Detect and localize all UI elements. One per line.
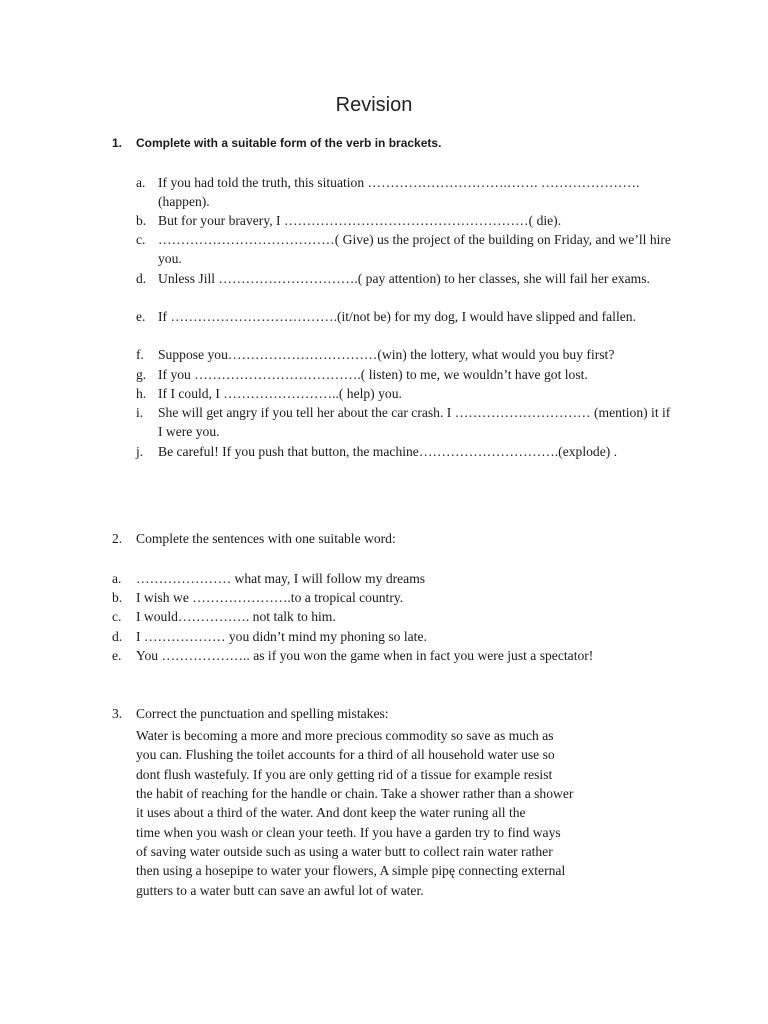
exercise-item: [136, 230, 676, 269]
exercise-item: [112, 607, 672, 626]
item-text: If you ……………………………….( listen) to me, we wouldn’t have got lost.: [158, 367, 588, 382]
exercise-item: [136, 384, 676, 403]
item-text: She will get angry if you tell her about the car crash. I ………………………… (mention) it if I were you.: [158, 405, 671, 440]
item-label: b.: [136, 213, 147, 228]
exercise-item: [136, 365, 676, 384]
item-label: f.: [136, 347, 144, 362]
paragraph-line: Water is becoming a more and more precious commodity so save as much as: [136, 728, 554, 743]
exercise-item: [136, 211, 676, 230]
paragraph-line: it uses about a third of the water. And dont keep the water runing all the: [136, 805, 526, 821]
exercise-item: [112, 569, 672, 588]
item-text: ………………… what may, I will follow my dreams: [136, 571, 426, 586]
item-label: g.: [136, 367, 147, 382]
exercise-item: [112, 627, 672, 646]
section-number: 1.: [112, 136, 123, 150]
item-label: d.: [136, 271, 147, 286]
exercise-item: [136, 442, 676, 461]
paragraph-line: you can. Flushing the toilet accounts for a third of all household water use so: [136, 747, 555, 763]
item-label: e.: [136, 309, 146, 324]
item-label: e.: [112, 648, 122, 663]
exercise-item: [136, 307, 676, 326]
item-label: d.: [112, 629, 123, 644]
section-3-heading: [112, 706, 389, 722]
section-instruction: Complete with a suitable form of the verb in brackets.: [136, 136, 442, 150]
item-text: Suppose you……………………………(win) the lottery, what would you buy first?: [158, 347, 615, 362]
exercise-item: [136, 345, 676, 364]
section-number: 2.: [112, 531, 123, 546]
exercise-item: [136, 269, 676, 288]
paragraph-line: of saving water outside such as using a water butt to collect rain water rather: [136, 844, 553, 860]
item-label: i.: [136, 405, 144, 420]
item-text: I would……………. not talk to him.: [136, 609, 336, 624]
correction-paragraph: [136, 726, 636, 900]
item-text: Be careful! If you push that button, the machine………………………….(explode) .: [158, 444, 618, 459]
item-text: If you had told the truth, this situation ………………………….……. ………………….(happen).: [158, 175, 640, 210]
item-label: a.: [112, 571, 122, 586]
item-text: …………………………………( Give) us the project of the building on Friday, and we’ll hire you.: [158, 232, 671, 267]
exercise-item: [112, 588, 672, 607]
item-text: You ……………….. as if you won the game when in fact you were just a spectator!: [136, 648, 594, 663]
item-label: b.: [112, 590, 123, 605]
item-text: But for your bravery, I ………………………………………………( die).: [158, 213, 562, 228]
paragraph-line: the habit of reaching for the handle or chain. Take a shower rather than a shower: [136, 786, 574, 802]
item-text: I wish we ………………….to a tropical country.: [136, 590, 404, 605]
paragraph-line: then using a hosepipe to water your flowers, A simple pipę connecting external: [136, 863, 566, 879]
exercise-item: [136, 403, 676, 442]
paragraph-line: time when you wash or clean your teeth. If you have a garden try to find ways: [136, 824, 561, 840]
item-text: Unless Jill ………………………….( pay attention) to her classes, she will fail her exams.: [158, 271, 650, 286]
section-instruction: Complete the sentences with one suitable word:: [136, 531, 396, 546]
item-label: a.: [136, 175, 146, 190]
exercise-item: [136, 173, 676, 212]
section-2-heading: [112, 531, 396, 547]
item-label: h.: [136, 386, 147, 401]
page-title: Revision: [335, 94, 413, 116]
paragraph-line: dont flush wastefuly. If you are only getting rid of a tissue for example resist: [136, 766, 553, 782]
item-label: j.: [136, 444, 144, 459]
item-text: If ……………………………….(it/not be) for my dog, I would have slipped and fallen.: [158, 309, 636, 324]
item-text: I ……………… you didn’t mind my phoning so late.: [136, 629, 427, 644]
paragraph-line: gutters to a water butt can save an awful lot of water.: [136, 882, 424, 898]
item-text: If I could, I ……………………..( help) you.: [158, 386, 402, 401]
section-number: 3.: [112, 706, 123, 721]
section-instruction: Correct the punctuation and spelling mistakes:: [136, 706, 389, 721]
item-label: c.: [136, 232, 146, 247]
item-label: c.: [112, 609, 122, 624]
section-1-heading: [112, 136, 441, 150]
exercise-item: [112, 646, 672, 665]
